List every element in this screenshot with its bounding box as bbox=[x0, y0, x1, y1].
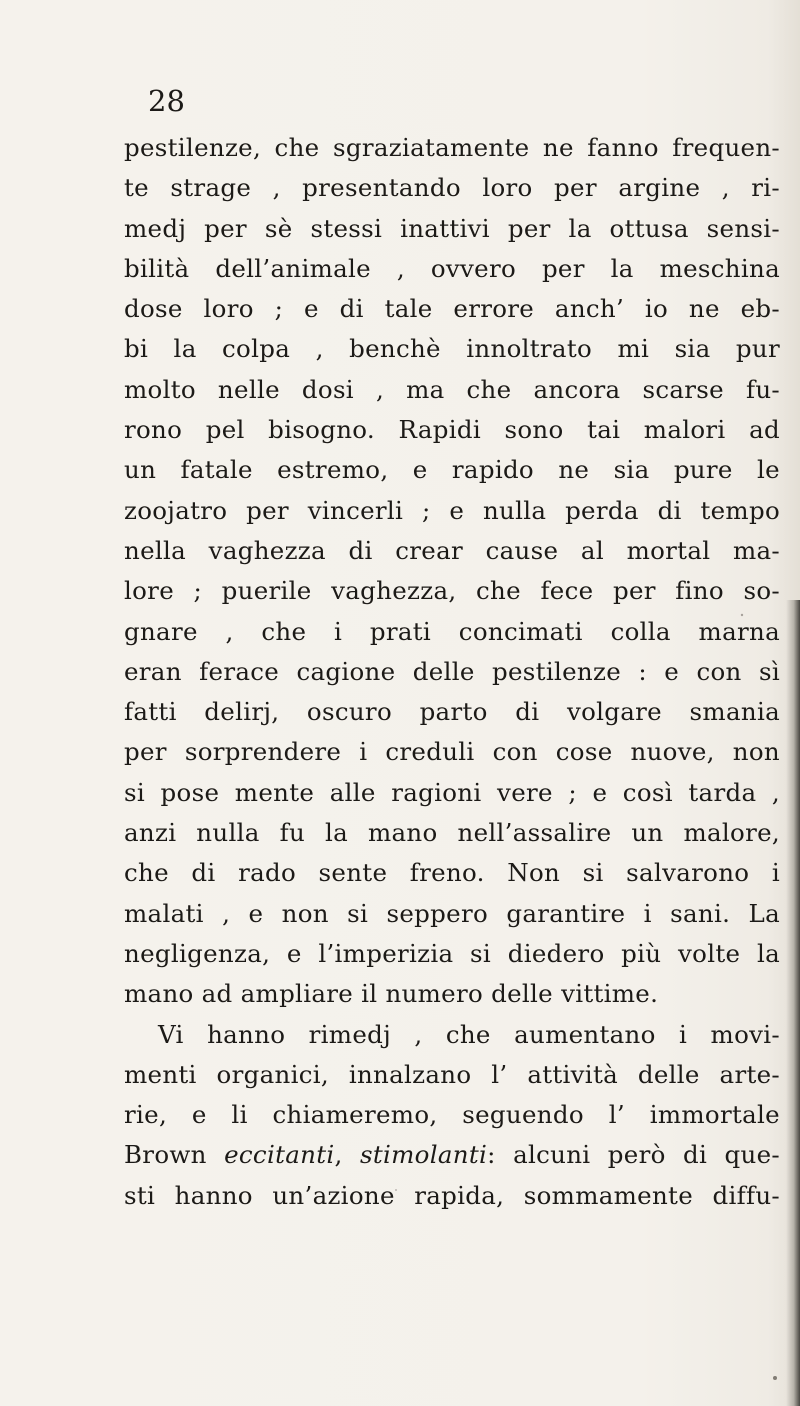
text-line: gnare , che i prati concimati colla marna bbox=[124, 616, 780, 646]
text-line: si pose mente alle ragioni vere ; e così tarda , bbox=[124, 777, 780, 807]
text-run: Brown bbox=[124, 1140, 225, 1170]
text-line: menti organici, innalzano l’ attività delle arte- bbox=[124, 1059, 780, 1089]
text-line: bi la colpa , benchè innoltrato mi sia pur bbox=[124, 334, 780, 364]
page-edge-shadow bbox=[786, 600, 800, 1406]
text-line-with-italics bbox=[124, 1135, 780, 1175]
text-line: bilità dell’animale , ovvero per la meschina bbox=[124, 253, 780, 283]
text-line: nella vaghezza di crear cause al mortal ma- bbox=[124, 535, 780, 565]
italic-term: stimolanti bbox=[359, 1140, 488, 1170]
text-line: pestilenze, che sgraziatamente ne fanno frequen- bbox=[124, 133, 780, 162]
text-line: lore ; puerile vaghezza, che fece per fino so- bbox=[124, 576, 780, 606]
text-line: sti hanno un’azione rapida, sommamente diffu- bbox=[124, 1180, 780, 1210]
paragraph-start-line: Vi hanno rimedj , che aumentano i movi- bbox=[158, 1019, 780, 1049]
paragraph-end-line: mano ad ampliare il numero delle vittime. bbox=[124, 979, 659, 1009]
text-line: rono pel bisogno. Rapidi sono tai malori ad bbox=[124, 415, 780, 445]
text-line: negligenza, e l’imperizia si diedero più volte la bbox=[124, 938, 780, 968]
text-line: rie, e li chiameremo, seguendo l’ immortale bbox=[124, 1100, 780, 1130]
text-run: , bbox=[334, 1140, 360, 1170]
text-line: te strage , presentando loro per argine , ri- bbox=[124, 173, 780, 203]
text-line: che di rado sente freno. Non si salvarono i bbox=[124, 858, 780, 888]
text-line: medj per sè stessi inattivi per la ottusa sensi- bbox=[124, 213, 780, 243]
text-line: malati , e non si seppero garantire i sani. La bbox=[124, 898, 780, 928]
text-line: dose loro ; e di tale errore anch’ io ne eb- bbox=[124, 294, 780, 324]
text-line: per sorprendere i creduli con cose nuove, non bbox=[124, 737, 780, 767]
text-line: un fatale estremo, e rapido ne sia pure le bbox=[124, 455, 780, 485]
italic-term: eccitanti bbox=[224, 1140, 335, 1170]
text-line: fatti delirj, oscuro parto di volgare smania bbox=[124, 697, 780, 727]
text-line: molto nelle dosi , ma che ancora scarse fu- bbox=[124, 374, 780, 404]
body-text bbox=[124, 128, 780, 1216]
text-line: eran ferace cagione delle pestilenze : e con sì bbox=[124, 656, 780, 686]
text-line: anzi nulla fu la mano nell’assalire un malore, bbox=[124, 818, 780, 848]
text-line: zoojatro per vincerli ; e nulla perda di tempo bbox=[124, 495, 780, 525]
page-number: 28 bbox=[148, 84, 185, 118]
text-run: : alcuni però di que- bbox=[487, 1140, 780, 1170]
